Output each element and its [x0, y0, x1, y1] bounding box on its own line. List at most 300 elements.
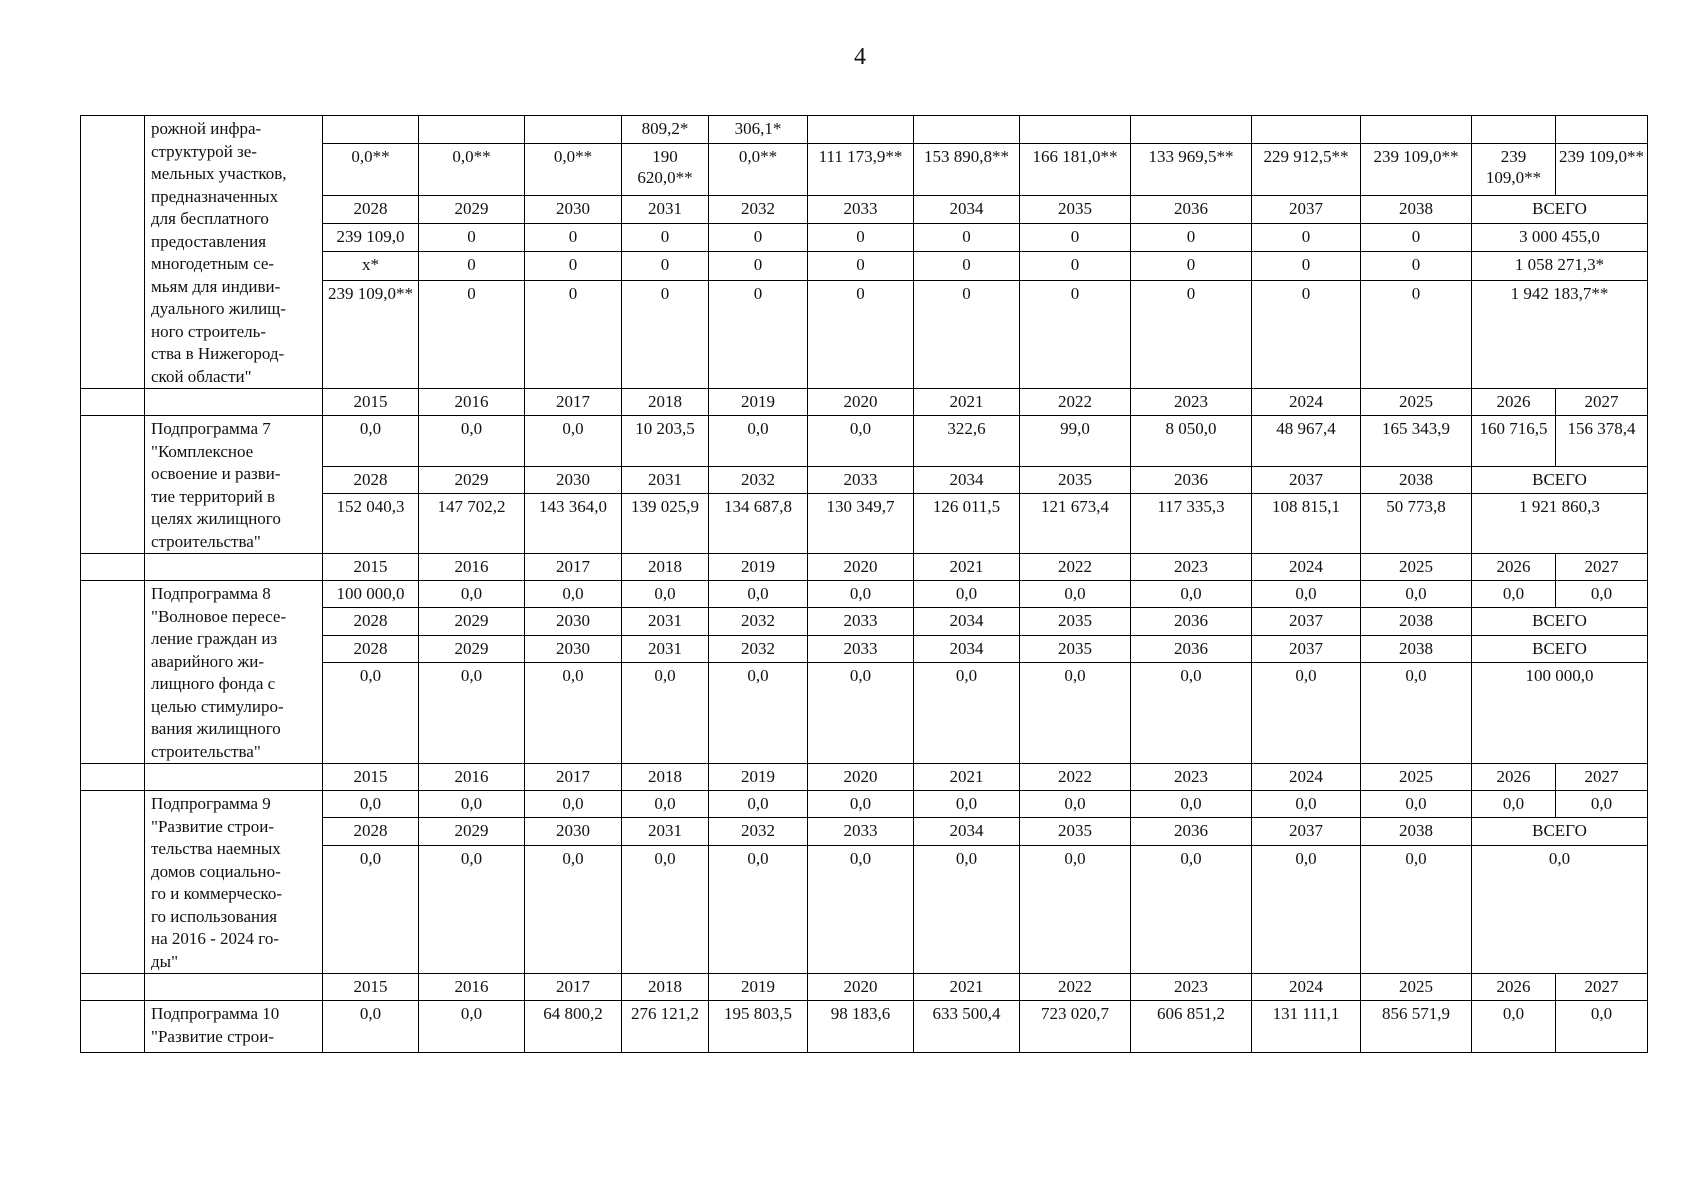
- year-cell: 2031: [622, 818, 709, 845]
- value-cell: 0: [622, 280, 709, 388]
- value-cell: 0,0: [525, 791, 622, 818]
- subprogram-description: [145, 116, 323, 389]
- year-cell: 2016: [419, 974, 525, 1001]
- value-cell: 0,0: [1252, 791, 1361, 818]
- year-cell: 2024: [1252, 974, 1361, 1001]
- value-cell: 0,0**: [709, 144, 808, 196]
- value-cell: 0,0: [525, 581, 622, 608]
- table-row: [81, 974, 1648, 1001]
- value-cell: [419, 116, 525, 144]
- value-cell: 0: [525, 252, 622, 280]
- year-cell: 2034: [914, 608, 1020, 635]
- year-cell: 2033: [808, 608, 914, 635]
- value-cell: 0,0: [525, 416, 622, 467]
- year-cell: 2037: [1252, 818, 1361, 845]
- value-cell: 0,0: [709, 845, 808, 973]
- value-cell: [1361, 116, 1472, 144]
- description-line: тие территорий в: [151, 486, 276, 506]
- empty-cell: [145, 389, 323, 416]
- value-cell: 0: [419, 224, 525, 252]
- year-cell: 2038: [1361, 466, 1472, 493]
- value-cell: 0: [808, 224, 914, 252]
- year-cell: 2017: [525, 389, 622, 416]
- value-cell: 0,0: [914, 845, 1020, 973]
- year-cell: 2023: [1131, 974, 1252, 1001]
- table-row: [81, 554, 1648, 581]
- value-cell: 0,0: [1472, 791, 1556, 818]
- table-row: [81, 764, 1648, 791]
- value-cell: [1252, 116, 1361, 144]
- value-cell: 130 349,7: [808, 494, 914, 554]
- value-cell: 0: [1252, 280, 1361, 388]
- table-row: [81, 389, 1648, 416]
- year-cell: 2025: [1361, 764, 1472, 791]
- value-cell: 166 181,0**: [1020, 144, 1131, 196]
- value-cell: 0: [1020, 252, 1131, 280]
- year-cell: 2030: [525, 466, 622, 493]
- year-cell: 2034: [914, 635, 1020, 662]
- value-cell: 100 000,0: [323, 581, 419, 608]
- year-cell: 2015: [323, 554, 419, 581]
- year-cell: 2029: [419, 818, 525, 845]
- value-cell: 139 025,9: [622, 494, 709, 554]
- year-cell: 2024: [1252, 764, 1361, 791]
- value-cell: 0,0: [1472, 581, 1556, 608]
- year-cell: 2036: [1131, 635, 1252, 662]
- value-cell: 0,0: [1361, 581, 1472, 608]
- value-cell: 147 702,2: [419, 494, 525, 554]
- value-cell: 0: [1252, 252, 1361, 280]
- year-cell: 2021: [914, 554, 1020, 581]
- year-cell: 2038: [1361, 635, 1472, 662]
- year-cell: 2026: [1472, 764, 1556, 791]
- value-cell: 0: [1252, 224, 1361, 252]
- value-cell: 0: [622, 252, 709, 280]
- year-cell: 2032: [709, 818, 808, 845]
- subprogram-description: [145, 416, 323, 554]
- value-cell: 0,0: [1472, 1001, 1556, 1053]
- value-cell: 0,0: [419, 845, 525, 973]
- year-cell: 2032: [709, 466, 808, 493]
- value-cell: 0,0: [1131, 845, 1252, 973]
- year-cell: 2034: [914, 466, 1020, 493]
- year-cell: 2037: [1252, 466, 1361, 493]
- empty-cell: [81, 764, 145, 791]
- page-number: 4: [854, 44, 866, 70]
- year-cell: 2024: [1252, 389, 1361, 416]
- year-cell: 2038: [1361, 196, 1472, 224]
- value-cell: 0,0: [323, 662, 419, 763]
- value-cell: 0: [709, 224, 808, 252]
- value-cell: 0,0: [1020, 791, 1131, 818]
- value-cell: 0: [419, 280, 525, 388]
- value-cell: 322,6: [914, 416, 1020, 467]
- description-line: лищного фонда с: [151, 674, 276, 693]
- value-cell: 0: [709, 280, 808, 388]
- value-cell: [1020, 116, 1131, 144]
- year-cell: 2017: [525, 764, 622, 791]
- value-cell: 0,0: [525, 845, 622, 973]
- value-cell: 50 773,8: [1361, 494, 1472, 554]
- year-cell: 2019: [709, 764, 808, 791]
- value-cell: 633 500,4: [914, 1001, 1020, 1053]
- year-cell: 2015: [323, 389, 419, 416]
- description-line: Подпрограмма 9: [151, 794, 271, 813]
- year-cell: 2036: [1131, 196, 1252, 224]
- value-cell: 0,0: [419, 1001, 525, 1053]
- empty-cell: [81, 1001, 145, 1053]
- description-line: целью стимулиро-: [151, 696, 284, 716]
- value-cell: 306,1*: [709, 116, 808, 144]
- subprogram-description: [145, 581, 323, 764]
- year-cell: 2022: [1020, 554, 1131, 581]
- subprogram-description: [145, 791, 323, 974]
- description-line: на 2016 - 2024 го-: [151, 929, 280, 948]
- value-cell: 156 378,4: [1556, 416, 1648, 467]
- year-cell: 2018: [622, 389, 709, 416]
- description-line: строительства": [151, 531, 261, 551]
- description-line: ства в Нижегород-: [151, 344, 285, 363]
- empty-cell: [81, 974, 145, 1001]
- year-cell: 2033: [808, 635, 914, 662]
- year-cell: 2038: [1361, 818, 1472, 845]
- table-row: [81, 116, 1648, 144]
- description-line: предоставления: [151, 231, 267, 251]
- value-cell: 99,0: [1020, 416, 1131, 467]
- value-cell: 100 000,0: [1472, 662, 1648, 763]
- value-cell: 0: [419, 252, 525, 280]
- year-cell: ВСЕГО: [1472, 608, 1648, 635]
- value-cell: 195 803,5: [709, 1001, 808, 1053]
- value-cell: [1131, 116, 1252, 144]
- year-cell: 2036: [1131, 818, 1252, 845]
- year-cell: 2037: [1252, 196, 1361, 224]
- year-cell: 2028: [323, 635, 419, 662]
- year-cell: 2021: [914, 974, 1020, 1001]
- year-cell: 2015: [323, 764, 419, 791]
- value-cell: [914, 116, 1020, 144]
- value-cell: 0,0: [709, 791, 808, 818]
- empty-cell: [81, 554, 145, 581]
- value-cell: 0,0: [1131, 662, 1252, 763]
- table-row: [81, 791, 1648, 818]
- year-cell: 2019: [709, 389, 808, 416]
- value-cell: 165 343,9: [1361, 416, 1472, 467]
- year-cell: 2034: [914, 196, 1020, 224]
- year-cell: 2030: [525, 818, 622, 845]
- subprogram-description: [145, 1001, 323, 1053]
- year-cell: 2028: [323, 196, 419, 224]
- year-cell: 2023: [1131, 389, 1252, 416]
- value-cell: 0,0: [709, 416, 808, 467]
- description-line: "Развитие строи-: [151, 1026, 275, 1046]
- value-cell: 0,0: [914, 662, 1020, 763]
- value-cell: 0: [525, 224, 622, 252]
- value-cell: 606 851,2: [1131, 1001, 1252, 1053]
- value-cell: 131 111,1: [1252, 1001, 1361, 1053]
- year-cell: 2023: [1131, 554, 1252, 581]
- year-cell: 2033: [808, 818, 914, 845]
- description-line: ного строитель-: [151, 321, 267, 341]
- year-cell: 2032: [709, 635, 808, 662]
- year-cell: 2026: [1472, 389, 1556, 416]
- value-cell: 229 912,5**: [1252, 144, 1361, 196]
- description-line: предназначенных: [151, 186, 279, 206]
- value-cell: 239 109,0**: [323, 280, 419, 388]
- value-cell: 143 364,0: [525, 494, 622, 554]
- value-cell: 64 800,2: [525, 1001, 622, 1053]
- value-cell: 108 815,1: [1252, 494, 1361, 554]
- description-line: мьям для индиви-: [151, 276, 281, 296]
- budget-table: [80, 115, 1648, 1053]
- value-cell: 239 109,0**: [1556, 144, 1648, 196]
- year-cell: 2035: [1020, 196, 1131, 224]
- value-cell: 0: [1020, 280, 1131, 388]
- empty-cell: [81, 389, 145, 416]
- value-cell: 239 109,0**: [1472, 144, 1556, 196]
- year-cell: 2032: [709, 608, 808, 635]
- year-cell: ВСЕГО: [1472, 818, 1648, 845]
- description-line: аварийного жи-: [151, 651, 264, 671]
- description-line: многодетным се-: [151, 254, 275, 273]
- year-cell: 2016: [419, 554, 525, 581]
- empty-cell: [81, 791, 145, 974]
- value-cell: 1 921 860,3: [1472, 494, 1648, 554]
- description-line: Подпрограмма 10: [151, 1004, 280, 1023]
- value-cell: 0,0: [709, 581, 808, 608]
- value-cell: 0: [808, 252, 914, 280]
- value-cell: 10 203,5: [622, 416, 709, 467]
- year-cell: 2022: [1020, 389, 1131, 416]
- empty-cell: [81, 581, 145, 764]
- value-cell: 723 020,7: [1020, 1001, 1131, 1053]
- value-cell: 0: [1131, 280, 1252, 388]
- year-cell: 2016: [419, 764, 525, 791]
- value-cell: 0,0: [622, 581, 709, 608]
- value-cell: 0,0: [808, 791, 914, 818]
- value-cell: 0: [1361, 224, 1472, 252]
- year-cell: 2018: [622, 974, 709, 1001]
- year-cell: 2031: [622, 196, 709, 224]
- year-cell: 2036: [1131, 608, 1252, 635]
- year-cell: 2019: [709, 554, 808, 581]
- value-cell: 0,0: [808, 581, 914, 608]
- description-line: целях жилищного: [151, 509, 281, 528]
- table-row: [81, 1001, 1648, 1053]
- year-cell: 2027: [1556, 389, 1648, 416]
- year-cell: 2031: [622, 466, 709, 493]
- year-cell: 2027: [1556, 974, 1648, 1001]
- description-line: го использования: [151, 906, 278, 926]
- value-cell: 0: [1361, 280, 1472, 388]
- value-cell: 0,0: [808, 416, 914, 467]
- value-cell: 0,0: [1556, 791, 1648, 818]
- year-cell: 2029: [419, 635, 525, 662]
- description-line: ды": [151, 951, 179, 971]
- value-cell: 153 890,8**: [914, 144, 1020, 196]
- year-cell: 2021: [914, 764, 1020, 791]
- year-cell: ВСЕГО: [1472, 635, 1648, 662]
- description-line: "Волновое пересе-: [151, 606, 287, 626]
- year-cell: 2021: [914, 389, 1020, 416]
- year-cell: 2026: [1472, 974, 1556, 1001]
- value-cell: 0,0: [1131, 791, 1252, 818]
- value-cell: 0,0: [1361, 662, 1472, 763]
- value-cell: 0,0: [622, 791, 709, 818]
- value-cell: 0,0**: [323, 144, 419, 196]
- year-cell: ВСЕГО: [1472, 466, 1648, 493]
- value-cell: 190 620,0**: [622, 144, 709, 196]
- year-cell: 2029: [419, 196, 525, 224]
- description-line: домов социально-: [151, 861, 281, 881]
- value-cell: 0,0: [1472, 845, 1648, 973]
- value-cell: 0,0**: [419, 144, 525, 196]
- value-cell: 0: [622, 224, 709, 252]
- description-line: рожной инфра-: [151, 119, 262, 138]
- year-cell: 2018: [622, 764, 709, 791]
- year-cell: 2028: [323, 608, 419, 635]
- empty-cell: [81, 416, 145, 554]
- year-cell: 2033: [808, 196, 914, 224]
- value-cell: 239 109,0: [323, 224, 419, 252]
- value-cell: 160 716,5: [1472, 416, 1556, 467]
- year-cell: 2020: [808, 554, 914, 581]
- value-cell: [525, 116, 622, 144]
- value-cell: 0: [1131, 252, 1252, 280]
- empty-cell: [145, 554, 323, 581]
- value-cell: 0: [1131, 224, 1252, 252]
- value-cell: 133 969,5**: [1131, 144, 1252, 196]
- year-cell: 2035: [1020, 818, 1131, 845]
- year-cell: 2025: [1361, 389, 1472, 416]
- description-line: Подпрограмма 7: [151, 419, 271, 438]
- year-cell: 2029: [419, 466, 525, 493]
- year-cell: 2022: [1020, 974, 1131, 1001]
- year-cell: 2031: [622, 635, 709, 662]
- year-cell: 2033: [808, 466, 914, 493]
- value-cell: 0,0: [323, 1001, 419, 1053]
- description-line: Подпрограмма 8: [151, 584, 271, 603]
- value-cell: 48 967,4: [1252, 416, 1361, 467]
- year-cell: 2022: [1020, 764, 1131, 791]
- value-cell: 0,0: [1556, 581, 1648, 608]
- year-cell: 2037: [1252, 635, 1361, 662]
- value-cell: 0: [1020, 224, 1131, 252]
- year-cell: 2034: [914, 818, 1020, 845]
- value-cell: 0,0: [419, 581, 525, 608]
- table-row: [81, 416, 1648, 467]
- value-cell: 0,0: [808, 845, 914, 973]
- value-cell: 0,0**: [525, 144, 622, 196]
- value-cell: 276 121,2: [622, 1001, 709, 1053]
- description-line: ление граждан из: [151, 629, 278, 648]
- value-cell: 126 011,5: [914, 494, 1020, 554]
- year-cell: 2020: [808, 764, 914, 791]
- table-row: [81, 581, 1648, 608]
- description-line: строительства": [151, 741, 261, 761]
- year-cell: 2020: [808, 974, 914, 1001]
- value-cell: [808, 116, 914, 144]
- value-cell: 111 173,9**: [808, 144, 914, 196]
- value-cell: [1556, 116, 1648, 144]
- description-line: "Комплексное: [151, 441, 254, 461]
- value-cell: 0: [1361, 252, 1472, 280]
- year-cell: 2016: [419, 389, 525, 416]
- value-cell: 0: [914, 224, 1020, 252]
- year-cell: 2023: [1131, 764, 1252, 791]
- value-cell: 8 050,0: [1131, 416, 1252, 467]
- value-cell: 0,0: [1556, 1001, 1648, 1053]
- year-cell: 2025: [1361, 554, 1472, 581]
- value-cell: [323, 116, 419, 144]
- value-cell: 0,0: [622, 845, 709, 973]
- description-line: для бесплатного: [151, 209, 269, 228]
- year-cell: 2030: [525, 608, 622, 635]
- value-cell: 121 673,4: [1020, 494, 1131, 554]
- value-cell: 0,0: [1131, 581, 1252, 608]
- value-cell: 117 335,3: [1131, 494, 1252, 554]
- value-cell: 856 571,9: [1361, 1001, 1472, 1053]
- value-cell: 134 687,8: [709, 494, 808, 554]
- value-cell: 0,0: [808, 662, 914, 763]
- value-cell: 0,0: [323, 416, 419, 467]
- year-cell: 2027: [1556, 554, 1648, 581]
- description-line: вания жилищного: [151, 719, 281, 738]
- description-line: дуального жилищ-: [151, 299, 286, 318]
- value-cell: 3 000 455,0: [1472, 224, 1648, 252]
- year-cell: 2035: [1020, 608, 1131, 635]
- year-cell: 2024: [1252, 554, 1361, 581]
- value-cell: 0,0: [622, 662, 709, 763]
- value-cell: 0,0: [1020, 581, 1131, 608]
- description-line: тельства наемных: [151, 839, 281, 858]
- description-line: структурой зе-: [151, 141, 257, 161]
- value-cell: 0,0: [914, 791, 1020, 818]
- value-cell: 0,0: [1252, 662, 1361, 763]
- value-cell: 0,0: [914, 581, 1020, 608]
- year-cell: 2019: [709, 974, 808, 1001]
- value-cell: 98 183,6: [808, 1001, 914, 1053]
- value-cell: x*: [323, 252, 419, 280]
- value-cell: 0: [525, 280, 622, 388]
- year-cell: 2028: [323, 466, 419, 493]
- value-cell: 0,0: [709, 662, 808, 763]
- value-cell: 0,0: [525, 662, 622, 763]
- year-cell: 2018: [622, 554, 709, 581]
- value-cell: 1 942 183,7**: [1472, 280, 1648, 388]
- year-cell: 2030: [525, 196, 622, 224]
- year-cell: ВСЕГО: [1472, 196, 1648, 224]
- value-cell: 0,0: [323, 845, 419, 973]
- value-cell: 0,0: [419, 791, 525, 818]
- description-line: ской области": [151, 366, 252, 386]
- year-cell: 2028: [323, 818, 419, 845]
- year-cell: 2020: [808, 389, 914, 416]
- description-line: мельных участков,: [151, 164, 287, 183]
- description-line: освоение и разви-: [151, 464, 281, 483]
- year-cell: 2036: [1131, 466, 1252, 493]
- year-cell: 2027: [1556, 764, 1648, 791]
- value-cell: 0,0: [1020, 845, 1131, 973]
- value-cell: 0: [709, 252, 808, 280]
- year-cell: 2037: [1252, 608, 1361, 635]
- value-cell: 152 040,3: [323, 494, 419, 554]
- value-cell: 0,0: [1252, 581, 1361, 608]
- value-cell: 0,0: [419, 662, 525, 763]
- year-cell: 2035: [1020, 635, 1131, 662]
- year-cell: 2015: [323, 974, 419, 1001]
- year-cell: 2031: [622, 608, 709, 635]
